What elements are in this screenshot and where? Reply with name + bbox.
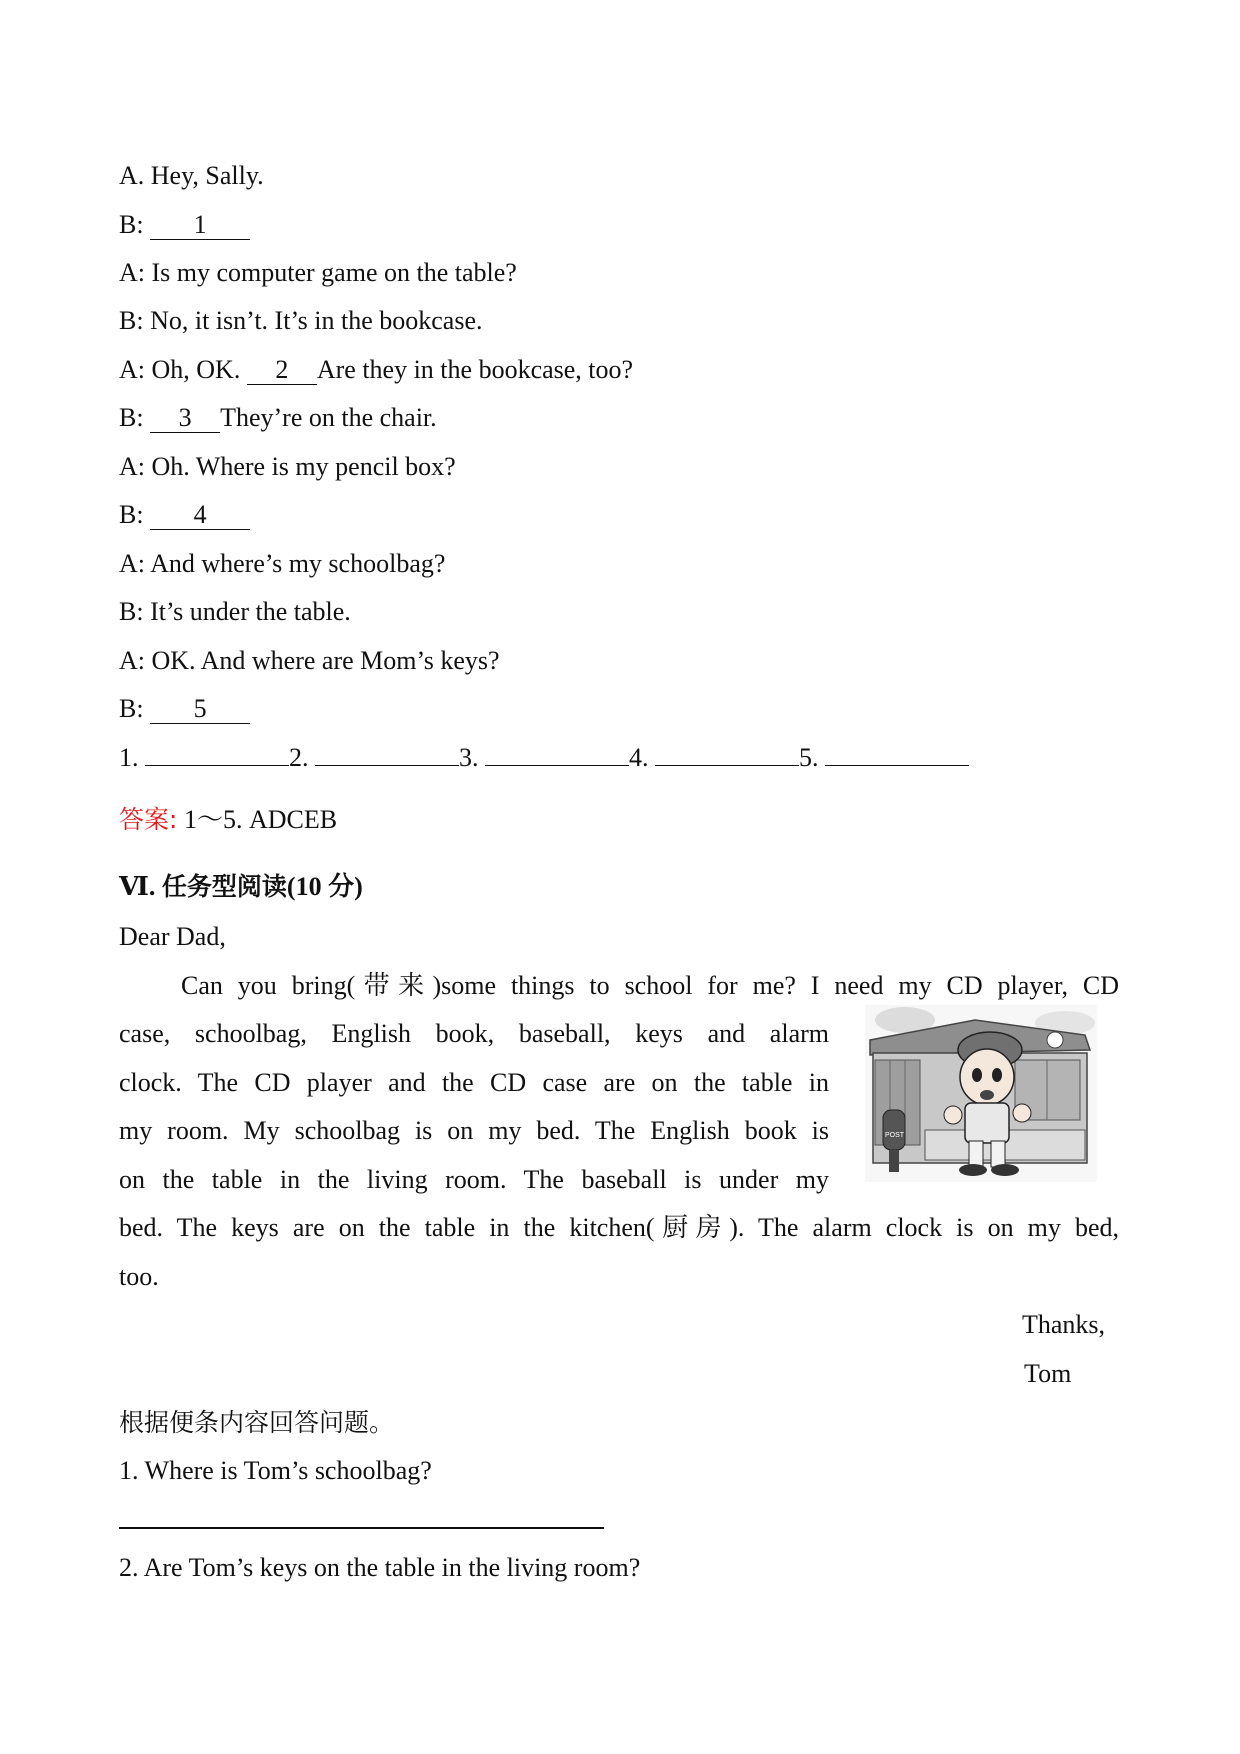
question-2: 2. Are Tom’s keys on the table in the living room?	[119, 1553, 641, 1582]
dialogue-text: Oh. Where is my pencil box?	[151, 452, 456, 481]
answer-number: 4.	[629, 743, 649, 772]
dialogue-text: Is my computer game on the table?	[151, 258, 517, 287]
dialogue-line-4	[119, 306, 483, 336]
dialogue-line-6	[119, 403, 437, 433]
dialogue-line-9	[119, 549, 445, 579]
answer-label: 答案:	[119, 805, 178, 834]
dialogue-text: Hey, Sally.	[150, 161, 264, 190]
speaker: A:	[119, 258, 145, 287]
letter-line-4: my room. My schoolbag is on my bed. The English book is	[119, 1116, 829, 1145]
post-label: POST	[885, 1132, 905, 1139]
answer-text: 1～5. ADCEB	[183, 805, 338, 834]
speaker: B:	[119, 597, 144, 626]
dialogue-text: Oh, OK.	[151, 355, 241, 384]
dialogue-line-3	[119, 258, 517, 288]
dialogue-text: And where’s my schoolbag?	[150, 549, 446, 578]
speaker: A:	[119, 355, 145, 384]
answer-blank-5[interactable]	[825, 765, 969, 766]
answer-blank-3[interactable]	[485, 765, 629, 766]
question-1: 1. Where is Tom’s schoolbag?	[119, 1456, 432, 1485]
section-title	[119, 872, 363, 902]
answer-blank-2[interactable]	[315, 765, 459, 766]
answer-blank-4[interactable]	[655, 765, 799, 766]
answer-number: 5.	[799, 743, 819, 772]
dialogue-text: OK. And where are Mom’s keys?	[151, 646, 500, 675]
letter-line-1: Can you bring(带来)some things to school for me? I need my CD player, CD	[181, 971, 1119, 1000]
section-score: (10 分)	[286, 872, 363, 901]
answer-number: 3.	[459, 743, 479, 772]
dialogue-line-2	[119, 210, 250, 240]
speaker: B:	[119, 694, 144, 723]
dialogue-line-1	[119, 161, 264, 191]
instruction-text: 根据便条内容回答问题。	[119, 1408, 395, 1437]
answer-number: 2.	[289, 743, 309, 772]
answer-line-1[interactable]	[119, 1527, 604, 1529]
letter-line-5: on the table in the living room. The baseball is under my	[119, 1165, 829, 1194]
blank-3[interactable]: 3	[150, 404, 220, 433]
illustration-svg	[865, 1005, 1097, 1182]
speaker: B:	[119, 403, 144, 432]
letter-signature: Tom	[1024, 1359, 1072, 1388]
dialogue-text: It’s under the table.	[150, 597, 351, 626]
section-number: Ⅵ.	[119, 872, 156, 901]
dialogue-text: They’re on the chair.	[220, 403, 437, 432]
dialogue-line-12	[119, 694, 250, 724]
letter-line-6: bed. The keys are on the table in the kitchen(厨房). The alarm clock is on my bed,	[119, 1213, 1119, 1242]
letter-line-2: case, schoolbag, English book, baseball, keys and alarm	[119, 1019, 829, 1048]
speaker: A:	[119, 549, 145, 578]
dialogue-text: No, it isn’t. It’s in the bookcase.	[150, 306, 483, 335]
answer-key	[119, 805, 337, 835]
speaker: A.	[119, 161, 145, 190]
letter-greeting: Dear Dad,	[119, 922, 226, 951]
blank-4[interactable]: 4	[150, 501, 250, 530]
speaker: B:	[119, 306, 144, 335]
blank-1[interactable]: 1	[150, 211, 250, 240]
answer-number: 1.	[119, 743, 139, 772]
answer-blanks-row	[119, 743, 969, 773]
dialogue-line-11	[119, 646, 500, 676]
letter-line-7: too.	[119, 1262, 159, 1291]
section-name: 任务型阅读	[161, 872, 287, 901]
speaker: A:	[119, 452, 145, 481]
dialogue-line-10	[119, 597, 351, 627]
blank-2[interactable]: 2	[247, 356, 317, 385]
boy-at-post-office-illustration	[865, 1005, 1097, 1182]
speaker: B:	[119, 500, 144, 529]
speaker: B:	[119, 210, 144, 239]
dialogue-line-7	[119, 452, 456, 482]
answer-blank-1[interactable]	[145, 765, 289, 766]
letter-line-3: clock. The CD player and the CD case are on the table in	[119, 1068, 829, 1097]
blank-5[interactable]: 5	[150, 695, 250, 724]
dialogue-line-5	[119, 355, 633, 385]
letter-closing: Thanks,	[1022, 1310, 1106, 1339]
dialogue-text: Are they in the bookcase, too?	[316, 355, 634, 384]
dialogue-line-8	[119, 500, 250, 530]
speaker: A:	[119, 646, 145, 675]
